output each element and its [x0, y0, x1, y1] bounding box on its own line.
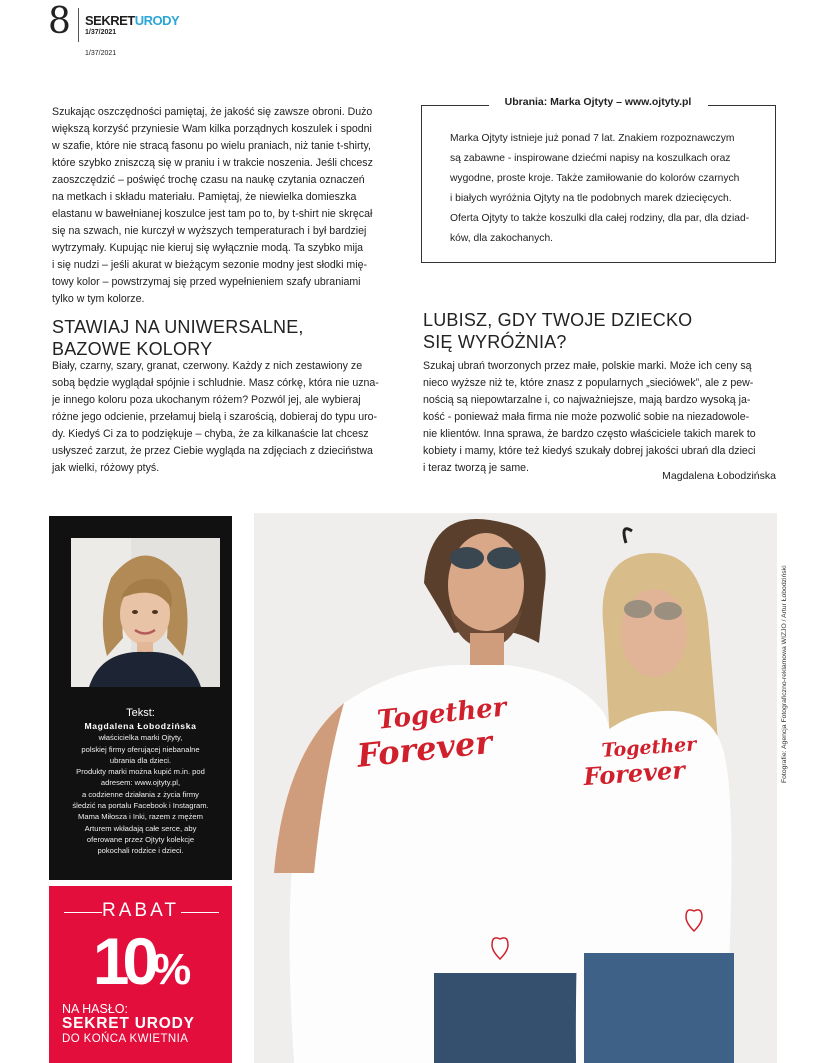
- text-line: nością są niepowtarzalne i, co najważniejsze, mają bardzo wysoką ja-: [423, 394, 751, 406]
- heading-line: STAWIAJ NA UNIWERSALNE,: [52, 317, 304, 337]
- section-heading-colors: [52, 316, 404, 360]
- info-box-title: Ubrania: Marka Ojtyty – www.ojtyty.pl: [504, 96, 692, 108]
- text-line: dy. Kiedyś Ci za to podziękuje – chyba, że za kilkanaście lat chcesz: [52, 428, 369, 440]
- promo-rule-right: [181, 912, 219, 913]
- text-line: Szukając oszczędności pamiętaj, że jakość się zawsze obroni. Dużo: [52, 106, 373, 118]
- percent-sign: %: [152, 945, 189, 994]
- text-line: towy kolor – powstrzymaj się przed wypełnieniem szafy ubraniami: [52, 276, 361, 288]
- couple-photo-image: [254, 513, 777, 1063]
- text-line: nieco wyższe niż te, które znasz z popularnych „sieciówek”, ale z pew-: [423, 377, 754, 389]
- heading-line: BAZOWE KOLORY: [52, 339, 213, 359]
- bio-line: właścicielka marki Ojtyty,: [98, 733, 183, 743]
- text-line: większą korzyść przyniesie Wam kilka porządnych koszulek i spodni: [52, 123, 372, 135]
- author-signature: Magdalena Łobodzińska: [662, 470, 776, 482]
- bio-line: Produkty marki można kupić m.in. pod: [76, 767, 205, 777]
- shirt-print-1-line-1: Together: [375, 692, 508, 736]
- shirt-print-2-line-2: Forever: [582, 755, 686, 792]
- bio-line: polskiej firmy oferującej niebanalne: [81, 744, 200, 754]
- text-line: jak wielki, różowy ptyś.: [52, 462, 160, 474]
- bio-label: Tekst:: [126, 707, 155, 719]
- text-line: ków, dla zakochanych.: [450, 233, 554, 244]
- text-line: je innego koloru poza ukochanym różem? Pozwól jej, ale wybieraj: [52, 394, 361, 406]
- couple-photo: [254, 513, 777, 1063]
- promo-discount-value: [49, 926, 232, 1005]
- bio-line: ubrania dla dzieci.: [109, 755, 172, 765]
- text-line: zaoszczędzić – poświęć trochę czasu na naukę czytania oznaczeń: [52, 174, 365, 186]
- brand-logo: [85, 14, 179, 28]
- text-line: sobą będzie wyglądał spójnie i schludnie. Masz córkę, która nie uzna-: [52, 377, 379, 389]
- text-line: i teraz tworzą je same.: [423, 462, 529, 474]
- text-line: usłyszeć zarzut, że przez Ciebie wygląda na zdjęciach z dzieciństwa: [52, 445, 373, 457]
- text-line: Oferta Ojtyty to także koszulki dla całej rodziny, dla par, dla dziad-: [450, 213, 750, 224]
- bio-line: oferowane przez Ojtyty kolekcje: [86, 834, 195, 844]
- info-box-text: [450, 129, 750, 249]
- discount-promo: [49, 886, 232, 1063]
- text-line: się na szwach, nie kurczył w wyższych temperaturach i był bardziej: [52, 225, 367, 237]
- info-box-top-border-right: [708, 105, 776, 106]
- brand-logo-part1: SEKRET: [85, 13, 135, 28]
- issue-number-secondary: 1/37/2021: [85, 50, 117, 57]
- info-box-top-border-left: [421, 105, 489, 106]
- text-line: Szukaj ubrań tworzonych przez małe, polskie marki. Może ich ceny są: [423, 360, 752, 372]
- shirt-print-1-line-2: Forever: [355, 722, 494, 775]
- author-portrait: [71, 538, 220, 687]
- portrait-image: [71, 538, 220, 687]
- photo-credit-text: Fotografie: Agencja Fotograficzno-reklamowa WIZJO / Artur Łobodziński: [781, 565, 788, 783]
- text-line: różne jego odcienie, przełamuj bielą i szarością, dobieraj do typu uro-: [52, 411, 378, 423]
- shirt-print-2-line-1: Together: [600, 733, 697, 762]
- bio-line: śledzić na portalu Facebook i Instagram.: [72, 801, 209, 811]
- text-line: Marka Ojtyty istnieje już ponad 7 lat. Znakiem rozpoznawczym: [450, 133, 735, 144]
- text-line: elastanu w bawełnianej koszulce jest tam po to, by t-shirt nie skręcał: [52, 208, 373, 220]
- text-line: Biały, czarny, szary, granat, czerwony. Każdy z nich zestawiony ze: [52, 360, 363, 372]
- header-divider: [78, 8, 79, 42]
- colors-paragraph: [52, 358, 404, 477]
- unique-paragraph: [423, 358, 776, 477]
- promo-code: SEKRET URODY: [62, 1015, 195, 1032]
- section-heading-unique: [423, 309, 778, 353]
- text-line: tylko w tym kolorze.: [52, 293, 145, 305]
- text-line: są zabawne - inspirowane dziećmi napisy na koszulkach oraz: [450, 153, 731, 164]
- bio-line: pokochali rodzice i dzieci.: [97, 846, 184, 856]
- page-number: 8: [48, 1, 71, 42]
- text-line: które szybko zniszczą się w praniu i w trakcie noszenia. Jeśli chcesz: [52, 157, 373, 169]
- text-line: wygodne, proste kroje. Także zamiłowanie do kolorów czarnych: [450, 173, 740, 184]
- text-line: nie klientów. Inna sprawa, że bardzo często właściciele takich marek to: [423, 428, 756, 440]
- bio-line: a codzienne działania z życia firmy: [82, 789, 199, 799]
- promo-rabat-label: RABAT: [102, 900, 179, 921]
- text-line: wytrzymały. Kupując nie kieruj się wyłącznie modą. Ta szybko mija: [52, 242, 364, 254]
- heading-line: SIĘ WYRÓŻNIA?: [423, 332, 567, 352]
- promo-code-label: NA HASŁO:: [62, 1002, 128, 1016]
- bio-name: Magdalena Łobodzińska: [84, 721, 197, 731]
- bio-line: adresem: www.ojtyty.pl,: [100, 778, 181, 788]
- bio-line: Mama Miłosza i Inki, razem z mężem: [78, 812, 203, 822]
- intro-paragraph: [52, 104, 404, 308]
- text-line: na metkach i składu materiału. Pamiętaj, że niewielka domieszka: [52, 191, 357, 203]
- author-bio: [55, 705, 226, 857]
- bio-line: Arturem wkładają całe serce, aby: [84, 823, 197, 833]
- discount-number: 10: [92, 924, 153, 998]
- text-line: i się nudzi – jeśli akurat w bieżącym sezonie modny jest słodki mię-: [52, 259, 367, 271]
- issue-number: 1/37/2021: [85, 29, 117, 36]
- text-line: i białych wyróżnia Ojtyty na tle podobnych marek dziecięcych.: [450, 193, 732, 204]
- text-line: w szafie, które nie stracą fasonu po wielu praniach, niż tanie t-shirty,: [52, 140, 371, 152]
- photo-credit: [781, 513, 793, 783]
- heading-line: LUBISZ, GDY TWOJE DZIECKO: [423, 310, 693, 330]
- brand-logo-part2: URODY: [134, 13, 180, 28]
- promo-deadline: DO KOŃCA KWIETNIA: [62, 1033, 189, 1045]
- text-line: kość - ponieważ mała firma nie może pozwolić sobie na niezadowole-: [423, 411, 750, 423]
- text-line: kobiety i mamy, które też kiedyś szukały dobrej jakości ubrań dla dzieci: [423, 445, 756, 457]
